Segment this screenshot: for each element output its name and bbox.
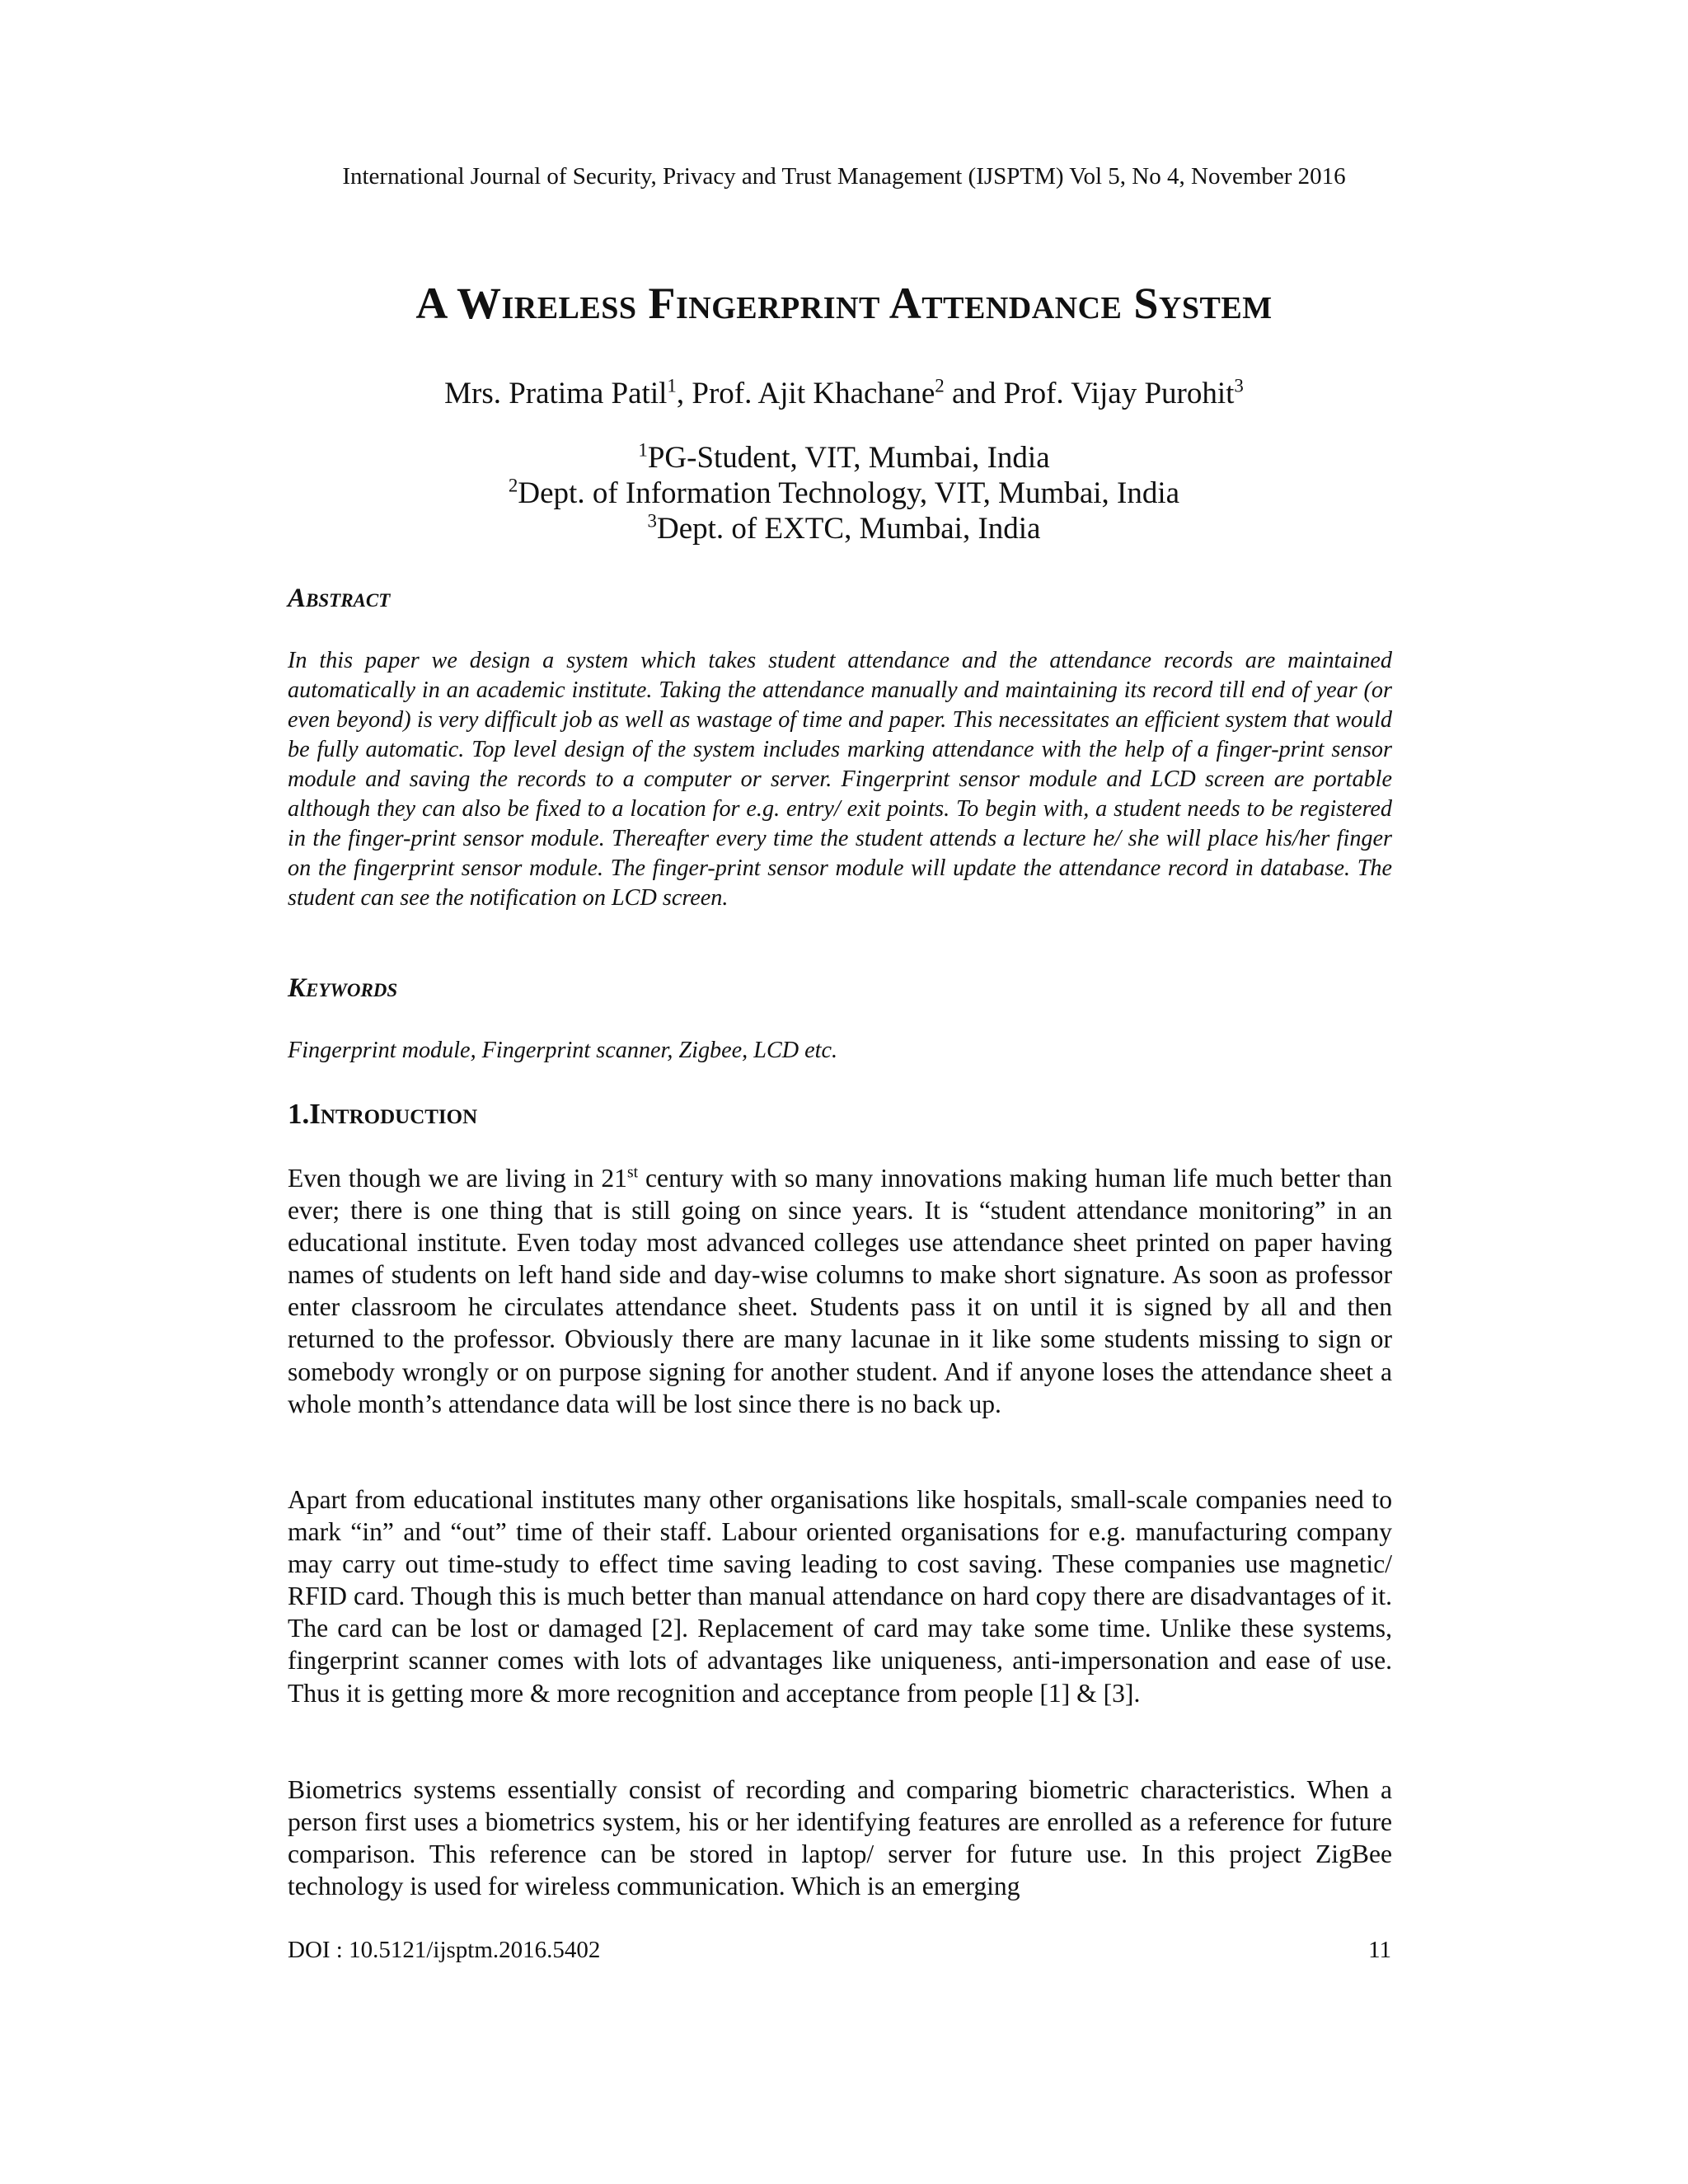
affiliation-line xyxy=(0,440,1688,476)
affiliation-superscript: 2 xyxy=(508,475,518,496)
author-list xyxy=(0,374,1688,414)
affiliation-text: Dept. of Information Technology, VIT, Mumbai, India xyxy=(518,476,1180,510)
author-name: Mrs. Pratima Patil xyxy=(444,377,668,410)
ordinal-superscript: st xyxy=(626,1164,639,1182)
paper-title: A Wireless Fingerprint Attendance System xyxy=(415,279,1273,328)
affiliation-superscript: 1 xyxy=(638,439,648,461)
author-name: , Prof. Ajit Khachane xyxy=(676,377,935,410)
abstract-heading: Abstract xyxy=(288,583,391,613)
intro-paragraph-3: Biometrics systems essentially consist of recording and comparing biometric characteristics. When a person first uses a biometrics system, his or her identifying features are enrolled as a reference for future comparison. This reference can be stored in laptop/ server for future use. In this project ZigBee technology is used for wireless communication. Which is an emerging xyxy=(288,1775,1392,1901)
introduction-heading: 1.Introduction xyxy=(288,1098,478,1130)
intro-paragraph-2: Apart from educational institutes many other organisations like hospitals, small-scale companies need to mark “in” and “out” time of their staff. Labour oriented organisations for e.g. manufacturing company may carry out time-study to effect time saving leading to cost saving. These companies use magnetic/ RFID card. Though this is much better than manual attendance on hard copy there are disadvantages of it. The card can be lost or damaged [2]. Replacement of card may take some time. Unlike these systems, fingerprint scanner comes with lots of advantages like uniqueness, anti-impersonation and ease of use. Thus it is getting more & more recognition and acceptance from people [1] & [3]. xyxy=(288,1485,1392,1708)
paragraph-text: Even though we are living in 21 xyxy=(288,1164,627,1193)
paragraph-text: century with so many innovations making human life much better than ever; there is one thing that is still going on since years. It is “student attendance monitoring” in an educational institute. Even today most advanced colleges use attendance sheet printed on paper having names of students on left hand side and day-wise columns to make short signature. As soon as professor enter classroom he circulates attendance sheet. Students pass it on until it is signed by all and then returned to the professor. Obviously there are many lacunae in it like some students missing to sign or somebody wrongly or on purpose signing for another student. And if anyone loses the attendance sheet a whole month’s attendance data will be lost since there is no back up. xyxy=(288,1164,1392,1418)
affiliation-text: Dept. of EXTC, Mumbai, India xyxy=(656,512,1041,546)
affiliation-superscript: 3 xyxy=(647,510,657,532)
author-superscript: 3 xyxy=(1234,375,1244,396)
abstract-text: In this paper we design a system which takes student attendance and the attendance records are maintained automatically in an academic institute. Taking the attendance manually and maintaining its record till end of year (or even beyond) is very difficult job as well as wastage of time and paper. This necessitates an efficient system that would be fully automatic. Top level design of the system includes marking attendance with the help of a finger-print sensor module and saving the records to a computer or server. Fingerprint sensor module and LCD screen are portable although they can also be fixed to a location for e.g. entry/ exit points. To begin with, a student needs to be registered in the finger-print sensor module. Thereafter every time the student attends a lecture he/ she will place his/her finger on the fingerprint sensor module. The finger-print sensor module will update the attendance record in database. The student can see the notification on LCD screen. xyxy=(288,648,1392,911)
author-superscript: 2 xyxy=(935,375,945,396)
affiliation-list xyxy=(0,440,1688,546)
affiliation-line xyxy=(0,511,1688,546)
author-name: and Prof. Vijay Purohit xyxy=(944,377,1235,410)
keywords-text: Fingerprint module, Fingerprint scanner, Zigbee, LCD etc. xyxy=(288,1038,838,1063)
intro-paragraph-1 xyxy=(288,1162,1392,1420)
affiliation-line xyxy=(0,476,1688,511)
running-header: International Journal of Security, Privacy and Trust Management (IJSPTM) Vol 5, No 4, November 2016 xyxy=(342,163,1346,190)
affiliation-text: PG-Student, VIT, Mumbai, India xyxy=(647,441,1050,475)
page-number: 11 xyxy=(1368,1937,1391,1963)
author-superscript: 1 xyxy=(667,375,677,396)
keywords-heading: Keywords xyxy=(288,973,398,1003)
footer-doi: DOI : 10.5121/ijsptm.2016.5402 xyxy=(288,1937,601,1963)
